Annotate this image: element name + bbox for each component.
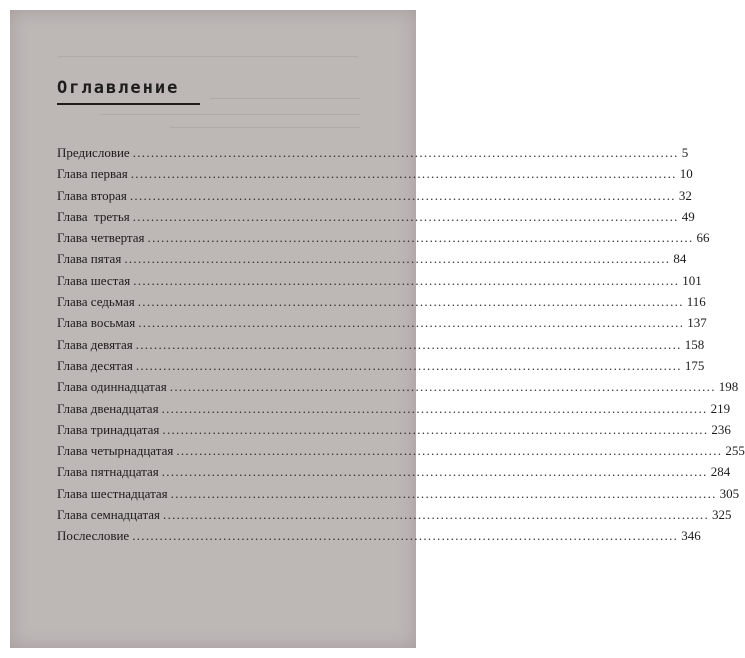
toc-entry-page-number: 175	[684, 357, 705, 373]
toc-dot-leader: ........................................................................................................................	[135, 357, 682, 373]
toc-entry-label: Глава тринадцатая	[57, 421, 160, 437]
toc-dot-leader: ........................................................................................................................	[132, 208, 679, 224]
toc-entry-label: Глава седьмая	[57, 294, 135, 310]
toc-entry	[57, 145, 689, 166]
toc-entry-label: Глава четвертая	[57, 230, 145, 246]
toc-dot-leader: ........................................................................................................................	[133, 272, 680, 288]
toc-entry-label: Глава десятая	[57, 357, 133, 373]
toc-entry-page-number: 325	[712, 507, 732, 523]
toc-entry-page-number: 198	[718, 379, 739, 395]
toc-entry-page-number: 255	[725, 443, 745, 459]
toc-entry-label: Глава третья	[57, 208, 130, 224]
toc-entry	[57, 294, 706, 315]
toc-entry-page-number: 49	[681, 208, 695, 224]
toc-entry	[57, 443, 745, 464]
toc-entry	[57, 272, 702, 294]
toc-entry-label: Глава шестнадцатая	[57, 485, 168, 501]
show-through-line	[210, 98, 360, 99]
book-page	[10, 10, 745, 648]
toc-entry-label: Глава пятнадцатая	[57, 464, 159, 480]
toc-dot-leader: ........................................................................................................................	[137, 294, 684, 310]
toc-entry-page-number: 219	[710, 400, 731, 416]
toc-dot-leader: ........................................................................................................................	[138, 315, 685, 331]
toc-entry	[57, 166, 693, 187]
toc-dot-leader: ........................................................................................................................	[130, 166, 677, 182]
toc-entry	[57, 357, 705, 379]
toc-entry	[57, 208, 695, 230]
toc-entry-label: Глава одиннадцатая	[57, 379, 167, 395]
toc-dot-leader: ........................................................................................................................	[135, 336, 682, 352]
title-underline	[57, 103, 200, 105]
toc-entry-label: Глава четырнадцатая	[57, 443, 174, 459]
toc-entry-label: Глава пятая	[57, 251, 122, 267]
toc-entry	[57, 464, 731, 485]
toc-entry-page-number: 5	[681, 145, 689, 160]
toc-entry-page-number: 284	[710, 464, 731, 480]
toc-entry-page-number: 346	[681, 528, 701, 544]
toc-dot-leader: ........................................................................................................................	[163, 507, 710, 523]
toc-entry-page-number: 137	[687, 315, 707, 331]
toc-entry-label: Глава двенадцатая	[57, 400, 159, 416]
toc-entry-label: Послесловие	[57, 528, 130, 544]
toc-entry	[57, 315, 707, 336]
toc-entry-label: Глава вторая	[57, 187, 127, 203]
toc-entry	[57, 528, 701, 549]
toc-entry-page-number: 32	[678, 187, 692, 203]
toc-dot-leader: ........................................................................................................................	[132, 528, 679, 544]
toc-entry-page-number: 158	[684, 336, 705, 352]
toc-entry-label: Глава восьмая	[57, 315, 136, 331]
toc-entry-page-number: 101	[682, 272, 702, 288]
toc-entry	[57, 187, 692, 209]
toc-dot-leader: ........................................................................................................................	[161, 400, 708, 416]
toc-entry	[57, 379, 739, 400]
table-of-contents	[57, 145, 745, 550]
show-through-line	[100, 114, 360, 115]
toc-dot-leader: ........................................................................................................................	[170, 485, 717, 501]
toc-dot-leader: ........................................................................................................................	[169, 379, 716, 395]
toc-entry-page-number: 66	[696, 230, 710, 246]
toc-dot-leader: ........................................................................................................................	[147, 230, 694, 246]
toc-entry	[57, 507, 732, 528]
toc-dot-leader: ........................................................................................................................	[161, 464, 708, 480]
page-title: Оглавление	[57, 78, 180, 98]
toc-dot-leader: ........................................................................................................................	[124, 251, 671, 267]
toc-entry-page-number: 116	[686, 294, 706, 310]
toc-entry	[57, 230, 710, 251]
show-through-line	[58, 56, 358, 57]
toc-entry-label: Глава первая	[57, 166, 128, 182]
toc-dot-leader: ........................................................................................................................	[176, 443, 723, 459]
toc-dot-leader: ........................................................................................................................	[162, 421, 709, 437]
toc-entry	[57, 251, 687, 272]
toc-entry	[57, 421, 731, 443]
toc-dot-leader: ........................................................................................................................	[129, 187, 676, 203]
toc-entry	[57, 336, 705, 358]
toc-entry-page-number: 10	[679, 166, 693, 182]
toc-entry	[57, 485, 740, 507]
toc-entry-label: Глава шестая	[57, 272, 131, 288]
toc-dot-leader: ........................................................................................................................	[132, 145, 679, 160]
toc-entry-label: Глава семнадцатая	[57, 507, 161, 523]
toc-entry-label: Предисловие	[57, 145, 130, 160]
toc-entry-label: Глава девятая	[57, 336, 133, 352]
toc-entry-page-number: 236	[711, 421, 731, 437]
toc-entry-page-number: 84	[673, 251, 687, 267]
show-through-line	[170, 127, 360, 128]
toc-entry	[57, 400, 731, 422]
toc-entry-page-number: 305	[719, 485, 740, 501]
